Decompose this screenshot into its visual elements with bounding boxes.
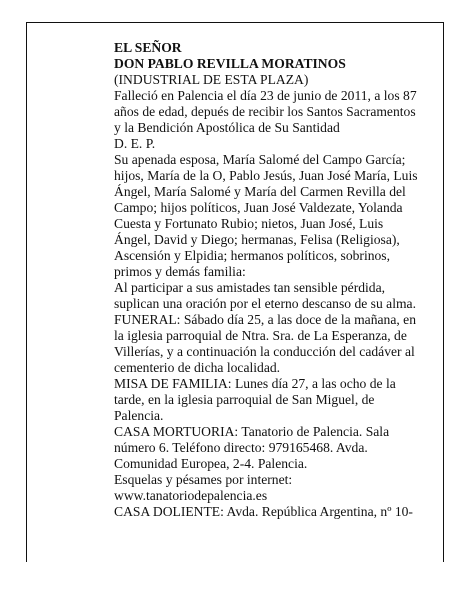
family-line: Ascensión y Elpidia; hermanos políticos, sobrinos, bbox=[114, 248, 390, 263]
death-info-line: Falleció en Palencia el día 23 de junio de 2011, a los 87 bbox=[114, 88, 417, 103]
family-line: Campo; hijos políticos, Juan José Valdezate, Yolanda bbox=[114, 200, 403, 215]
family-line: Ángel, María Salomé y María del Carmen Revilla del bbox=[114, 184, 406, 199]
family-home-line: CASA DOLIENTE: Avda. República Argentina, nº 10- bbox=[114, 504, 413, 519]
deceased-occupation: (INDUSTRIAL DE ESTA PLAZA) bbox=[114, 72, 309, 87]
funeral-home-line: número 6. Teléfono directo: 979165468. Avda. bbox=[114, 440, 368, 455]
family-line: Ángel, David y Diego; hermanas, Felisa (Religiosa), bbox=[114, 232, 400, 247]
family-line: primos y demás familia: bbox=[114, 264, 246, 279]
request-line: suplican una oración por el eterno descanso de su alma. bbox=[114, 296, 416, 311]
funeral-home-line: CASA MORTUORIA: Tanatorio de Palencia. Sala bbox=[114, 424, 390, 439]
frame-right-border bbox=[443, 22, 444, 562]
family-mass-line: Palencia. bbox=[114, 408, 164, 423]
family-line: Su apenada esposa, María Salomé del Campo García; bbox=[114, 152, 406, 167]
funeral-line: la iglesia parroquial de Ntra. Sra. de La Esperanza, de bbox=[114, 328, 407, 343]
funeral-home-line: Comunidad Europea, 2-4. Palencia. bbox=[114, 456, 308, 471]
death-info-line: y la Bendición Apostólica de Su Santidad bbox=[114, 120, 340, 135]
request-line: Al participar a sus amistades tan sensible pérdida, bbox=[114, 280, 386, 295]
obituary-text bbox=[114, 40, 424, 520]
condolences-line: Esquelas y pésames por internet: bbox=[114, 472, 293, 487]
rip-line: D. E. P. bbox=[114, 136, 156, 151]
notice-heading: EL SEÑOR bbox=[114, 40, 182, 55]
funeral-line: FUNERAL: Sábado día 25, a las doce de la mañana, en bbox=[114, 312, 416, 327]
deceased-name: DON PABLO REVILLA MORATINOS bbox=[114, 56, 346, 71]
death-info-line: años de edad, depués de recibir los Santos Sacramentos bbox=[114, 104, 416, 119]
funeral-line: Villerías, y a continuación la conducción del cadáver al bbox=[114, 344, 415, 359]
family-mass-line: tarde, en la iglesia parroquial de San Miguel, de bbox=[114, 392, 375, 407]
frame-top-border bbox=[26, 22, 444, 23]
funeral-line: cementerio de dicha localidad. bbox=[114, 360, 281, 375]
family-mass-line: MISA DE FAMILIA: Lunes día 27, a las ocho de la bbox=[114, 376, 396, 391]
frame-left-border bbox=[26, 22, 27, 562]
family-line: Cuesta y Fortunato Rubio; nietos, Juan José, Luis bbox=[114, 216, 384, 231]
family-line: hijos, María de la O, Pablo Jesús, Juan José María, Luis bbox=[114, 168, 418, 183]
condolences-website: www.tanatoriodepalencia.es bbox=[114, 488, 268, 503]
